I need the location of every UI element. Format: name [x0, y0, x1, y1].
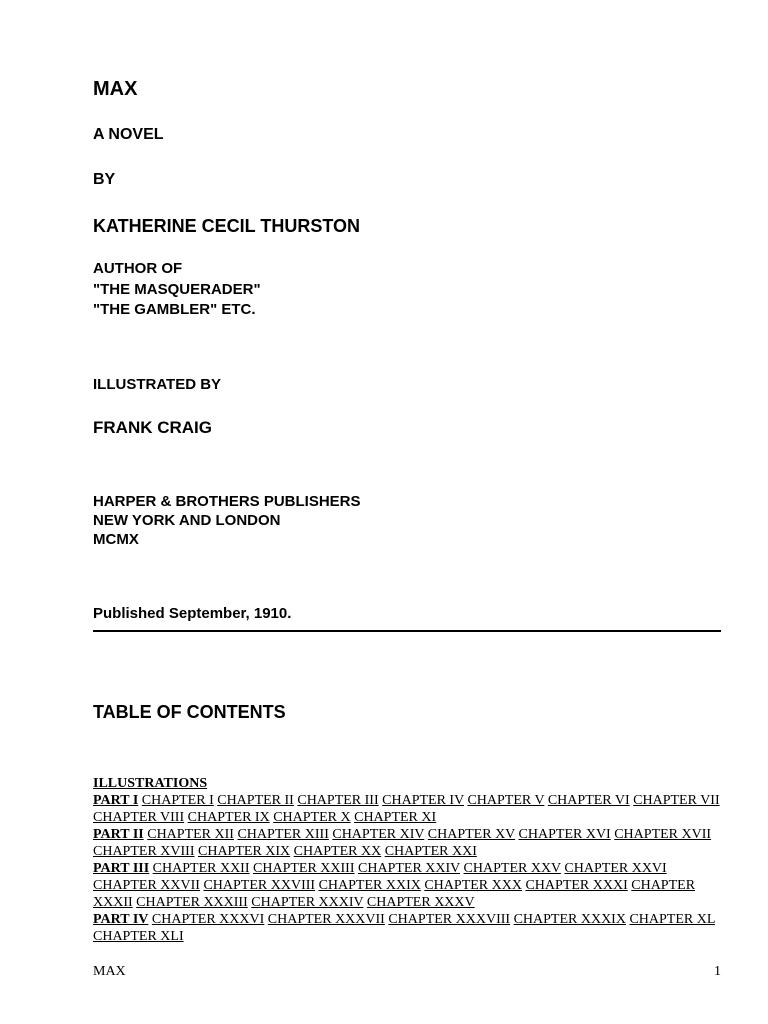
- toc-chapter-link[interactable]: CHAPTER XXXIII: [136, 895, 248, 910]
- toc-chapter-link[interactable]: CHAPTER XXXIX: [513, 912, 626, 927]
- table-of-contents: [93, 775, 721, 945]
- toc-chapter-link[interactable]: CHAPTER XXIX: [318, 878, 421, 893]
- toc-chapter-link[interactable]: CHAPTER XII: [147, 827, 234, 842]
- toc-chapter-link[interactable]: CHAPTER XXXVII: [267, 912, 385, 927]
- toc-chapter-link[interactable]: CHAPTER XIX: [198, 844, 291, 859]
- toc-chapter-link[interactable]: CHAPTER XXII: [152, 861, 250, 876]
- toc-chapter-link[interactable]: CHAPTER VIII: [93, 810, 185, 825]
- illustrated-by-label: ILLUSTRATED BY: [93, 376, 222, 393]
- toc-chapter-link[interactable]: CHAPTER II: [217, 793, 294, 808]
- author-of-block: [93, 259, 261, 321]
- toc-illustrations-line: [93, 775, 721, 792]
- book-title: MAX: [93, 78, 138, 100]
- by-line: BY: [93, 171, 116, 188]
- toc-chapter-link[interactable]: CHAPTER XXIII: [253, 861, 355, 876]
- toc-chapter-link[interactable]: CHAPTER XXXVI: [151, 912, 265, 927]
- toc-part-2-link[interactable]: PART II: [93, 827, 144, 842]
- toc-chapter-link[interactable]: CHAPTER X: [273, 810, 351, 825]
- toc-chapter-link[interactable]: CHAPTER XXXV: [366, 895, 475, 910]
- toc-part-3-block: [93, 860, 721, 911]
- toc-chapter-link[interactable]: CHAPTER XXXI: [525, 878, 628, 893]
- author-of-label: AUTHOR OF: [93, 260, 183, 277]
- toc-chapter-link[interactable]: CHAPTER XV: [427, 827, 516, 842]
- toc-chapter-link[interactable]: CHAPTER XX: [293, 844, 382, 859]
- publication-year: MCMX: [93, 531, 139, 548]
- toc-part-4-link[interactable]: PART IV: [93, 912, 149, 927]
- toc-part-3-link[interactable]: PART III: [93, 861, 150, 876]
- publisher-location: NEW YORK AND LONDON: [93, 512, 281, 529]
- toc-chapter-link[interactable]: CHAPTER IV: [382, 793, 464, 808]
- toc-chapter-link[interactable]: CHAPTER V: [467, 793, 545, 808]
- horizontal-rule: [93, 630, 721, 632]
- illustrator-name: FRANK CRAIG: [93, 418, 212, 437]
- page-number: 1: [714, 964, 721, 979]
- toc-part-1-link[interactable]: PART I: [93, 793, 139, 808]
- toc-chapter-link[interactable]: CHAPTER III: [297, 793, 379, 808]
- publisher-name: HARPER & BROTHERS PUBLISHERS: [93, 493, 361, 510]
- toc-chapter-link[interactable]: CHAPTER XLI: [93, 929, 184, 944]
- toc-chapter-link[interactable]: CHAPTER XXV: [463, 861, 561, 876]
- toc-chapter-link[interactable]: CHAPTER IX: [187, 810, 270, 825]
- author-work-masquerader: "THE MASQUERADER": [93, 280, 261, 298]
- toc-chapter-link[interactable]: CHAPTER XVII: [614, 827, 712, 842]
- toc-chapter-link[interactable]: CHAPTER XXIV: [358, 861, 461, 876]
- toc-chapter-link[interactable]: CHAPTER VI: [547, 793, 630, 808]
- toc-chapter-link[interactable]: CHAPTER XXVII: [93, 878, 200, 893]
- toc-chapter-link[interactable]: CHAPTER XL: [629, 912, 715, 927]
- toc-part-4-block: [93, 911, 721, 945]
- toc-chapter-link[interactable]: CHAPTER XXX: [424, 878, 522, 893]
- author-work-gambler: "THE GAMBLER" ETC.: [93, 301, 256, 318]
- toc-chapter-link[interactable]: CHAPTER VII: [633, 793, 720, 808]
- toc-chapter-link[interactable]: CHAPTER XVI: [518, 827, 611, 842]
- published-date: Published September, 1910.: [93, 605, 292, 622]
- toc-chapter-link[interactable]: CHAPTER XI: [354, 810, 437, 825]
- toc-chapter-link[interactable]: CHAPTER XXI: [384, 844, 477, 859]
- toc-heading: TABLE OF CONTENTS: [93, 702, 286, 722]
- toc-chapter-link[interactable]: CHAPTER XXVIII: [203, 878, 316, 893]
- toc-chapter-link[interactable]: CHAPTER XIII: [237, 827, 329, 842]
- toc-illustrations-link[interactable]: ILLUSTRATIONS: [93, 776, 208, 791]
- toc-chapter-link[interactable]: CHAPTER I: [141, 793, 214, 808]
- toc-part-1-block: [93, 792, 721, 826]
- toc-chapter-link[interactable]: CHAPTER XXVI: [564, 861, 667, 876]
- toc-part-2-block: [93, 826, 721, 860]
- toc-chapter-link[interactable]: CHAPTER XXXII: [93, 878, 696, 910]
- publisher-block: [93, 492, 361, 549]
- footer-title: MAX: [93, 964, 126, 979]
- author-name: KATHERINE CECIL THURSTON: [93, 216, 361, 236]
- toc-chapter-link[interactable]: CHAPTER XXXVIII: [388, 912, 511, 927]
- toc-chapter-link[interactable]: CHAPTER XVIII: [93, 844, 195, 859]
- book-subtitle: A NOVEL: [93, 126, 164, 143]
- toc-chapter-link[interactable]: CHAPTER XXXIV: [251, 895, 364, 910]
- toc-chapter-link[interactable]: CHAPTER XIV: [332, 827, 425, 842]
